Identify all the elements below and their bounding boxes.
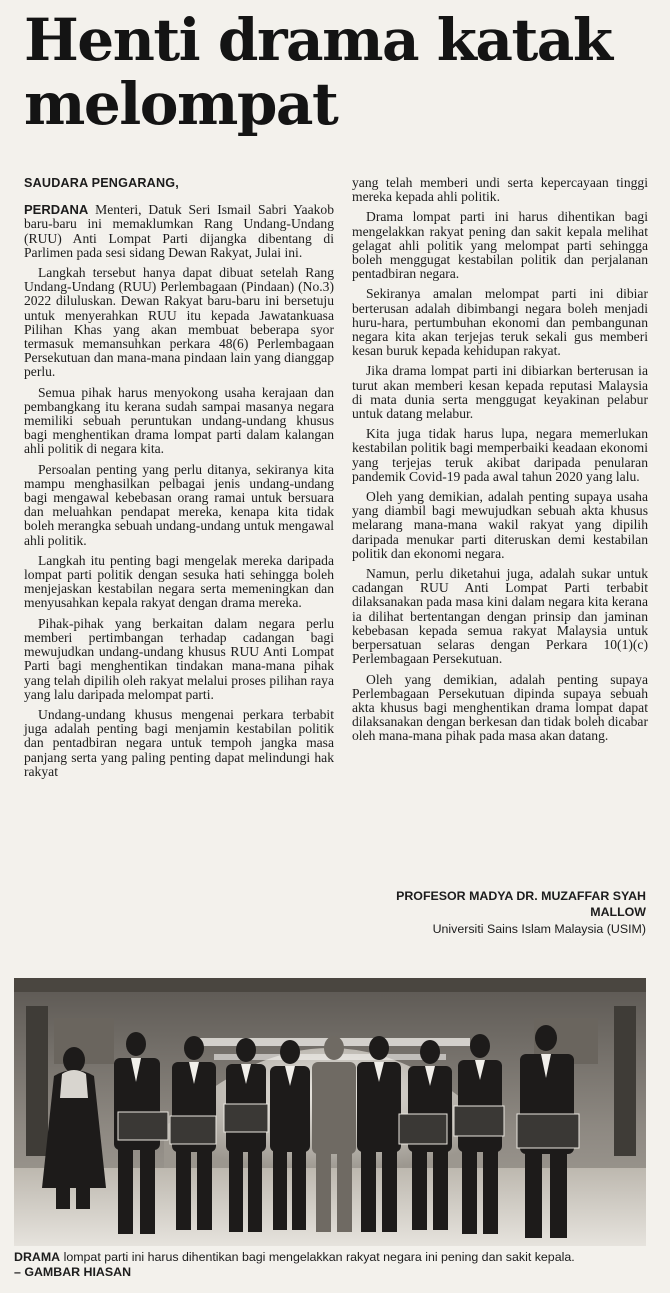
author-block bbox=[352, 888, 646, 938]
paragraph-7-continued: yang telah memberi undi serta kepercayaan tinggi mereka kepada ahli politik. bbox=[352, 175, 648, 205]
caption-lead: DRAMA bbox=[14, 1250, 61, 1264]
lead-word: PERDANA bbox=[24, 202, 89, 218]
article-column-right bbox=[352, 176, 648, 750]
caption-credit: – GAMBAR HIASAN bbox=[14, 1265, 132, 1279]
article-column-left bbox=[24, 176, 334, 785]
paragraph-12: Oleh yang demikian, adalah penting supaya usaha yang diambil bagi mewujudkan sebuah akta khusus melarang mana-mana wakil rakyat yang dipilih daripada menukar parti diteruskan demi kestabilan politik dan ekonomi negara. bbox=[352, 489, 648, 561]
author-affiliation: Universiti Sains Islam Malaysia (USIM) bbox=[432, 922, 646, 936]
paragraph-7: Undang-undang khusus mengenai perkara terbabit juga adalah penting bagi menjamin kestabilan politik dan pentadbiran negara untuk tempoh jangka masa panjang serta yang paling penting dapat melindungi hak rakyat bbox=[24, 706, 334, 779]
paragraph-6: Pihak-pihak yang berkaitan dalam negara perlu memberi pertimbangan terhadap cadangan bagi mewujudkan undang-undang khusus RUU Anti Lompat Parti bagi menghentikan tindakan mana-mana pihak yang telah dipilih oleh rakyat melalui proses pilihan raya yang lalu daripada melompat parti. bbox=[24, 615, 334, 702]
paragraph-13: Namun, perlu diketahui juga, adalah sukar untuk cadangan RUU Anti Lompat Parti terbabit dilaksanakan pada masa kini dalam negara kita kerana ia dilihat bertentangan dengan prinsip dan jaminan kebebasan kepada semua rakyat Malaysia untuk berpersatuan selaras dengan Perkara 10(1)(c) Perlembagaan Persekutuan. bbox=[352, 566, 648, 667]
paragraph-5: Langkah itu penting bagi mengelak mereka daripada lompat parti politik dengan sesuka hati sehingga boleh menjejaskan kestabilan negara serta memeningkan dan menyusahkan kepala rakyat dengan drama mereka. bbox=[24, 552, 334, 611]
caption-text: lompat parti ini harus dihentikan bagi mengelakkan rakyat negara ini pening dan sakit kepala. bbox=[63, 1250, 575, 1264]
paragraph-8: Drama lompat parti ini harus dihentikan bagi mengelakkan rakyat pening dan sakit kepala melihat gelagat ahli politik yang melompat parti sehingga boleh menggugat kestabilan politik dan perjalanan pentadbiran negara. bbox=[352, 209, 648, 282]
paragraph-9: Sekiranya amalan melompat parti ini dibiar berterusan adalah dibimbangi negara boleh menjadi huru-hara, pertumbuhan ekonomi dan pembangunan negara kita akan terjejas teruk sekali gus memberi kesan buruk kepada kehidupan rakyat. bbox=[352, 286, 648, 359]
author-name-line-1: PROFESOR MADYA DR. MUZAFFAR SYAH bbox=[396, 889, 646, 903]
salutation: SAUDARA PENGARANG, bbox=[24, 176, 179, 190]
photo-caption bbox=[14, 1250, 654, 1280]
paragraph-11: Kita juga tidak harus lupa, negara memerlukan kestabilan politik bagi memperbaiki keadaan ekonomi yang terjejas teruk akibat daripada penularan pandemik Covid-19 pada awal tahun 2020 yang lalu. bbox=[352, 426, 648, 484]
author-name-line-2: MALLOW bbox=[590, 905, 646, 919]
headline: Henti drama katak melompat bbox=[24, 6, 612, 138]
group-photo bbox=[14, 978, 646, 1246]
paragraph-14: Oleh yang demikian, adalah penting supaya Perlembagaan Persekutuan dipinda supaya sebuah akta khusus bagi menghentikan drama lompat dapat dilaksanakan dengan berkesan dan tidak boleh dicabar oleh mana-mana pihak pada masa akan datang. bbox=[352, 671, 648, 744]
paragraph-4: Persoalan penting yang perlu ditanya, sekiranya kita mampu menghasilkan pelbagai jenis undang-undang bagi mengawal kebebasan orang ramai untuk bersuara dan meluahkan pendapat mereka, kenapa kita tidak boleh merangka sebuah undang-undang untuk mengawal ahli politik. bbox=[24, 461, 334, 548]
paragraph-1 bbox=[24, 203, 334, 260]
paragraph-1-text: Menteri, Datuk Seri Ismail Sabri Yaakob baru-baru ini memaklumkan Rang Undang-Undang (RUU) Anti Lompat Parti dijangka dibentang di Parlimen pada sesi sidang Dewan Rakyat, Julai ini. bbox=[24, 202, 334, 260]
paragraph-10: Jika drama lompat parti ini dibiarkan berterusan ia turut akan memberi kesan kepada reputasi Malaysia di mata dunia serta menggugat keyakinan pelabur untuk datang melabur. bbox=[352, 363, 648, 422]
paragraph-2: Langkah tersebut hanya dapat dibuat setelah Rang Undang-Undang (RUU) Perlembagaan (Pindaan) (No.3) 2022 diluluskan. Dewan Rakyat baru-baru ini bersetuju untuk menyerahkan RUU itu kepada Jawatankuasa Pilihan Khas yang akan membuat beberapa syor termasuk memansuhkan perkara 48(6) Perlembagaan Persekutuan dan mana-mana pindaan lain yang dianggap perlu. bbox=[24, 265, 334, 380]
paragraph-3: Semua pihak harus menyokong usaha kerajaan dan pembangkang itu kerana sudah sampai masanya negara memiliki sebuah peruntukan undang-undang khusus bagi menghentikan drama lompat parti dalam kalangan ahli politik di negara kita. bbox=[24, 384, 334, 457]
